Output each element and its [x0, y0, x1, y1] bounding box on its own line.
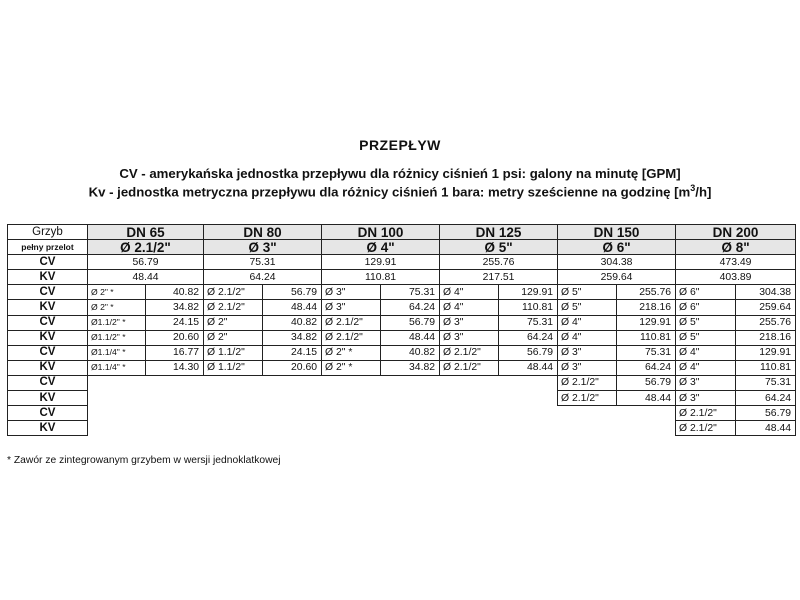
- flow-value-cell: 259.64: [736, 300, 796, 315]
- reduced-diameter-cell: Ø 3": [322, 300, 381, 315]
- flow-value-cell: 110.81: [617, 330, 676, 345]
- flow-value-cell: 56.79: [499, 345, 558, 360]
- reduced-diameter-cell: Ø 4": [676, 360, 736, 375]
- empty-cell: [88, 391, 204, 406]
- reduced-diameter-cell: Ø 2" *: [88, 285, 146, 300]
- flow-value-cell: 16.77: [146, 345, 204, 360]
- full-bore-cv-value: 255.76: [440, 255, 558, 270]
- empty-cell: [440, 421, 558, 436]
- subtitle-kv-unit-end: /h]: [695, 184, 712, 200]
- reduced-diameter-cell: Ø1.1/4" *: [88, 345, 146, 360]
- reduced-bore-row: [8, 360, 796, 375]
- flow-value-cell: 40.82: [146, 285, 204, 300]
- row-type-label: KV: [8, 330, 88, 345]
- reduced-diameter-cell: Ø 3": [558, 360, 617, 375]
- empty-cell: [204, 375, 322, 390]
- dn-header: DN 150: [558, 225, 676, 240]
- reduced-diameter-cell: Ø 3": [676, 375, 736, 390]
- dn-header: DN 100: [322, 225, 440, 240]
- empty-cell: [440, 391, 558, 406]
- diameter-header: Ø 3": [204, 240, 322, 255]
- full-bore-cv-value: 304.38: [558, 255, 676, 270]
- empty-cell: [322, 391, 440, 406]
- reduced-diameter-cell: Ø 2": [204, 315, 263, 330]
- reduced-diameter-cell: Ø 1.1/2": [204, 360, 263, 375]
- reduced-diameter-cell: Ø 2.1/2": [558, 391, 617, 406]
- reduced-diameter-cell: Ø 4": [440, 285, 499, 300]
- reduced-diameter-cell: Ø 2.1/2": [558, 375, 617, 390]
- flow-table: [7, 224, 796, 436]
- flow-value-cell: 110.81: [736, 360, 796, 375]
- reduced-bore-row: [8, 330, 796, 345]
- flow-value-cell: 75.31: [736, 375, 796, 390]
- flow-value-cell: 75.31: [381, 285, 440, 300]
- flow-value-cell: 110.81: [499, 300, 558, 315]
- flow-value-cell: 255.76: [736, 315, 796, 330]
- reduced-diameter-cell: Ø 2.1/2": [204, 300, 263, 315]
- reduced-bore-row: [8, 315, 796, 330]
- diameter-header: Ø 6": [558, 240, 676, 255]
- flow-value-cell: 56.79: [263, 285, 322, 300]
- flow-value-cell: 48.44: [617, 391, 676, 406]
- reduced-diameter-cell: Ø 3": [676, 391, 736, 406]
- diameter-header: Ø 8": [676, 240, 796, 255]
- empty-cell: [88, 406, 204, 421]
- flow-value-cell: 24.15: [146, 315, 204, 330]
- corner-label-top: Grzyb: [8, 225, 88, 240]
- flow-value-cell: 24.15: [263, 345, 322, 360]
- flow-value-cell: 20.60: [263, 360, 322, 375]
- flow-value-cell: 48.44: [499, 360, 558, 375]
- flow-value-cell: 40.82: [381, 345, 440, 360]
- diameter-header: Ø 5": [440, 240, 558, 255]
- reduced-bore-row: [8, 421, 796, 436]
- flow-value-cell: 64.24: [736, 391, 796, 406]
- flow-value-cell: 129.91: [736, 345, 796, 360]
- reduced-bore-row: [8, 375, 796, 390]
- empty-cell: [322, 375, 440, 390]
- full-bore-cv-value: 75.31: [204, 255, 322, 270]
- reduced-diameter-cell: Ø1.1/4" *: [88, 360, 146, 375]
- empty-cell: [558, 421, 676, 436]
- reduced-diameter-cell: Ø 2.1/2": [322, 330, 381, 345]
- reduced-diameter-cell: Ø 6": [676, 300, 736, 315]
- full-bore-kv-row: [8, 270, 796, 285]
- reduced-diameter-cell: Ø 4": [676, 345, 736, 360]
- flow-value-cell: 48.44: [381, 330, 440, 345]
- flow-table-body: [8, 225, 796, 436]
- reduced-diameter-cell: Ø 2" *: [322, 360, 381, 375]
- full-bore-kv-value: 259.64: [558, 270, 676, 285]
- dn-header: DN 80: [204, 225, 322, 240]
- reduced-diameter-cell: Ø 4": [440, 300, 499, 315]
- empty-cell: [322, 406, 440, 421]
- full-bore-kv-value: 403.89: [676, 270, 796, 285]
- reduced-diameter-cell: Ø 6": [676, 285, 736, 300]
- full-bore-cv-value: 473.49: [676, 255, 796, 270]
- reduced-diameter-cell: Ø1.1/2" *: [88, 330, 146, 345]
- row-type-label: KV: [8, 360, 88, 375]
- row-type-label: KV: [8, 270, 88, 285]
- flow-value-cell: 20.60: [146, 330, 204, 345]
- dn-header: DN 65: [88, 225, 204, 240]
- reduced-bore-row: [8, 285, 796, 300]
- empty-cell: [440, 375, 558, 390]
- reduced-bore-row: [8, 300, 796, 315]
- empty-cell: [88, 375, 204, 390]
- subtitle-kv-text: Kv - jednostka metryczna przepływu dla różnicy ciśnień 1 bara: metry sześcienne na godzinę [m: [88, 184, 691, 200]
- reduced-diameter-cell: Ø 2.1/2": [676, 421, 736, 436]
- flow-value-cell: 34.82: [381, 360, 440, 375]
- flow-value-cell: 64.24: [617, 360, 676, 375]
- flow-value-cell: 56.79: [381, 315, 440, 330]
- reduced-diameter-cell: Ø 2.1/2": [322, 315, 381, 330]
- row-type-label: CV: [8, 345, 88, 360]
- flow-value-cell: 34.82: [146, 300, 204, 315]
- dn-header: DN 125: [440, 225, 558, 240]
- page-title: PRZEPŁYW: [359, 137, 441, 153]
- reduced-diameter-cell: Ø 3": [440, 330, 499, 345]
- flow-value-cell: 34.82: [263, 330, 322, 345]
- reduced-bore-row: [8, 391, 796, 406]
- subtitle-kv-superscript: 3: [690, 183, 696, 193]
- reduced-diameter-cell: Ø 5": [676, 330, 736, 345]
- full-bore-kv-value: 217.51: [440, 270, 558, 285]
- reduced-diameter-cell: Ø 5": [558, 285, 617, 300]
- row-type-label: CV: [8, 255, 88, 270]
- diameter-header: Ø 4": [322, 240, 440, 255]
- reduced-diameter-cell: Ø 4": [558, 315, 617, 330]
- empty-cell: [204, 406, 322, 421]
- full-bore-cv-value: 56.79: [88, 255, 204, 270]
- flow-value-cell: 75.31: [617, 345, 676, 360]
- flow-value-cell: 48.44: [263, 300, 322, 315]
- row-type-label: KV: [8, 391, 88, 406]
- flow-value-cell: 56.79: [617, 375, 676, 390]
- empty-cell: [558, 406, 676, 421]
- reduced-diameter-cell: Ø 5": [676, 315, 736, 330]
- reduced-diameter-cell: Ø 3": [440, 315, 499, 330]
- reduced-diameter-cell: Ø 5": [558, 300, 617, 315]
- subtitle-kv: [0, 183, 800, 199]
- flow-value-cell: 218.16: [736, 330, 796, 345]
- reduced-diameter-cell: Ø 3": [322, 285, 381, 300]
- reduced-bore-row: [8, 345, 796, 360]
- full-bore-kv-value: 64.24: [204, 270, 322, 285]
- flow-value-cell: 14.30: [146, 360, 204, 375]
- flow-value-cell: 304.38: [736, 285, 796, 300]
- flow-value-cell: 129.91: [617, 315, 676, 330]
- reduced-diameter-cell: Ø 2" *: [322, 345, 381, 360]
- full-bore-kv-value: 110.81: [322, 270, 440, 285]
- row-type-label: CV: [8, 406, 88, 421]
- flow-value-cell: 255.76: [617, 285, 676, 300]
- row-type-label: KV: [8, 421, 88, 436]
- flow-value-cell: 40.82: [263, 315, 322, 330]
- flow-value-cell: 64.24: [499, 330, 558, 345]
- reduced-diameter-cell: Ø 2.1/2": [440, 360, 499, 375]
- dn-header: DN 200: [676, 225, 796, 240]
- reduced-diameter-cell: Ø 2.1/2": [676, 406, 736, 421]
- full-bore-cv-value: 129.91: [322, 255, 440, 270]
- full-bore-cv-row: [8, 255, 796, 270]
- corner-label-bottom: pełny przelot: [8, 240, 88, 255]
- flow-value-cell: 56.79: [736, 406, 796, 421]
- empty-cell: [204, 421, 322, 436]
- subtitle-cv: CV - amerykańska jednostka przepływu dla różnicy ciśnień 1 psi: galony na minutę [GPM]: [119, 166, 681, 181]
- empty-cell: [322, 421, 440, 436]
- full-bore-kv-value: 48.44: [88, 270, 204, 285]
- row-type-label: CV: [8, 315, 88, 330]
- flow-value-cell: 48.44: [736, 421, 796, 436]
- diameter-header-row: [8, 240, 796, 255]
- row-type-label: KV: [8, 300, 88, 315]
- reduced-bore-row: [8, 406, 796, 421]
- empty-cell: [88, 421, 204, 436]
- reduced-diameter-cell: Ø 4": [558, 330, 617, 345]
- flow-value-cell: 64.24: [381, 300, 440, 315]
- row-type-label: CV: [8, 375, 88, 390]
- footnote: * Zawór ze zintegrowanym grzybem w wersji jednoklatkowej: [7, 455, 281, 466]
- flow-value-cell: 129.91: [499, 285, 558, 300]
- flow-value-cell: 218.16: [617, 300, 676, 315]
- reduced-diameter-cell: Ø 3": [558, 345, 617, 360]
- empty-cell: [204, 391, 322, 406]
- dn-header-row: [8, 225, 796, 240]
- reduced-diameter-cell: Ø 1.1/2": [204, 345, 263, 360]
- reduced-diameter-cell: Ø 2" *: [88, 300, 146, 315]
- row-type-label: CV: [8, 285, 88, 300]
- reduced-diameter-cell: Ø 2.1/2": [204, 285, 263, 300]
- reduced-diameter-cell: Ø1.1/2" *: [88, 315, 146, 330]
- diameter-header: Ø 2.1/2": [88, 240, 204, 255]
- reduced-diameter-cell: Ø 2": [204, 330, 263, 345]
- reduced-diameter-cell: Ø 2.1/2": [440, 345, 499, 360]
- flow-value-cell: 75.31: [499, 315, 558, 330]
- empty-cell: [440, 406, 558, 421]
